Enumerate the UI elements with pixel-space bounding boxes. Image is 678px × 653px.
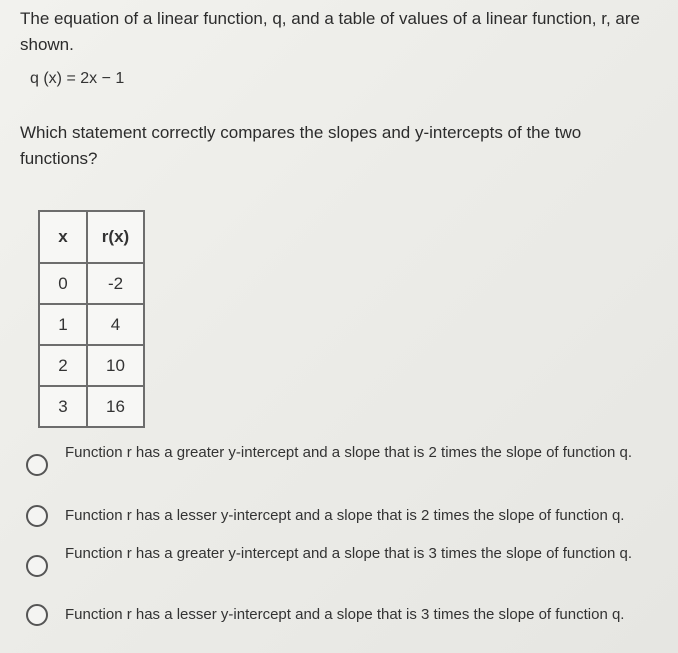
- table-cell-x: 2: [39, 345, 87, 386]
- table-header-rx: r(x): [87, 211, 144, 263]
- table-row: [39, 263, 144, 304]
- answer-option-4-text: Function r has a lesser y-intercept and a slope that is 3 times the slope of function q.: [65, 606, 625, 623]
- table-cell-rx: 4: [87, 304, 144, 345]
- table-cell-x: 1: [39, 304, 87, 345]
- table-header-row: [39, 211, 144, 263]
- values-table: [38, 210, 145, 428]
- table-row: [39, 345, 144, 386]
- answer-option-3-text: Function r has a greater y-intercept and a slope that is 3 times the slope of function q.: [65, 545, 632, 562]
- intro-text: The equation of a linear function, q, and a table of values of a linear function, r, are shown.: [20, 9, 640, 54]
- radio-button-2[interactable]: [26, 505, 48, 527]
- radio-button-1[interactable]: [26, 454, 48, 476]
- table-cell-rx: 10: [87, 345, 144, 386]
- table-row: [39, 386, 144, 427]
- table-cell-rx: 16: [87, 386, 144, 427]
- table-cell-x: 3: [39, 386, 87, 427]
- radio-button-3[interactable]: [26, 555, 48, 577]
- table-row: [39, 304, 144, 345]
- answer-option-2-text: Function r has a lesser y-intercept and a slope that is 2 times the slope of function q.: [65, 507, 625, 524]
- question-text: Which statement correctly compares the slopes and y-intercepts of the two functions?: [20, 123, 582, 168]
- answer-option-1-text: Function r has a greater y-intercept and a slope that is 2 times the slope of function q.: [65, 444, 632, 461]
- table-cell-rx: -2: [87, 263, 144, 304]
- table-header-x: x: [39, 211, 87, 263]
- equation-text: q (x) = 2x − 1: [30, 70, 125, 87]
- table-cell-x: 0: [39, 263, 87, 304]
- radio-button-4[interactable]: [26, 604, 48, 626]
